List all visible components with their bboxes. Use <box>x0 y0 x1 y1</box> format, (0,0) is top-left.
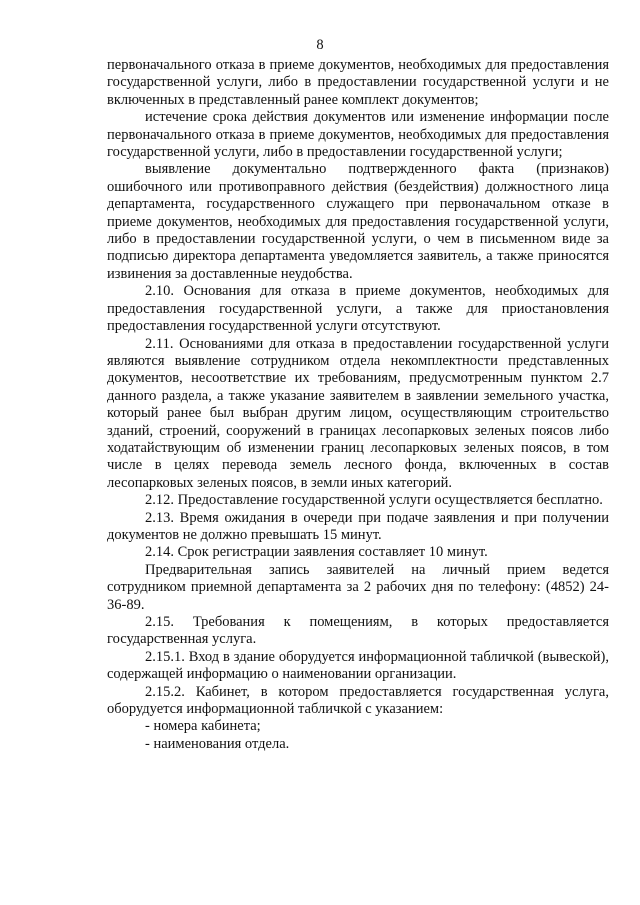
document-body <box>107 57 609 753</box>
list-item-department-name: - наименования отдела. <box>145 735 290 752</box>
paragraph-2-14: 2.14. Срок регистрации заявления составляет 10 минут. <box>145 544 488 561</box>
paragraph-appointment: Предварительная запись заявителей на личный прием ведется сотрудником приемной департамента за 2 рабочих дня по телефону: (4852) 24-36-89. <box>107 561 609 613</box>
paragraph-2-11: 2.11. Основаниями для отказа в предоставлении государственной услуги являются выявление сотрудником отдела некомплектности представленных документов, несоответствие их требованиям, предусмотренным пунктом 2.7 данного раздела, а также указание заявителем в заявлении земельного участка, который ранее был выбран другим лицом, осуществляющим строительство зданий, строений, сооружений в границах лесопарковых зеленых поясов либо ходатайствующим об изменении границ лесопарковых зеленых поясов, в том числе в целях перевода земель лесного фонда, включенных в состав лесопарковых зеленых поясов, в земли иных категорий. <box>107 335 609 491</box>
paragraph-2-10: 2.10. Основания для отказа в приеме документов, необходимых для предоставления государственной услуги, а также для приостановления предоставления государственной услуги отсутствуют. <box>107 283 609 335</box>
paragraph-2-12: 2.12. Предоставление государственной услуги осуществляется бесплатно. <box>145 492 603 509</box>
list-item-room-number: - номера кабинета; <box>145 718 261 735</box>
paragraph-document-expiry: истечение срока действия документов или изменение информации после первоначального отказа в приеме документов, необходимых для предоставления государственной услуги, либо в предоставлении государственной услуги; <box>107 109 609 161</box>
paragraph-2-15-1: 2.15.1. Вход в здание оборудуется информационной табличкой (вывеской), содержащей информацию о наименовании организации. <box>107 648 609 683</box>
paragraph-2-13: 2.13. Время ожидания в очереди при подаче заявления и при получении документов не должно превышать 15 минут. <box>107 509 609 543</box>
paragraph-2-15-2: 2.15.2. Кабинет, в котором предоставляется государственная услуга, оборудуется информационной табличкой с указанием: <box>107 683 609 718</box>
paragraph-erroneous-action: выявление документально подтвержденного факта (признаков) ошибочного или противоправного действия (бездействия) должностного лица департамента, государственного служащего при первоначальном отказе в приеме документов, необходимых для предоставления государственной услуги, либо в предоставлении государственной услуги, о чем в письменном виде за подписью директора департамента уведомляется заявитель, а также приносятся извинения за доставленные неудобства. <box>107 161 609 282</box>
page-number: 8 <box>316 37 324 53</box>
paragraph-continuation: первоначального отказа в приеме документов, необходимых для предоставления государственной услуги, либо в предоставлении государственной услуги и не включенных в представленный ранее комплект документов; <box>107 57 609 108</box>
paragraph-2-15: 2.15. Требования к помещениям, в которых предоставляется государственная услуга. <box>107 614 609 648</box>
